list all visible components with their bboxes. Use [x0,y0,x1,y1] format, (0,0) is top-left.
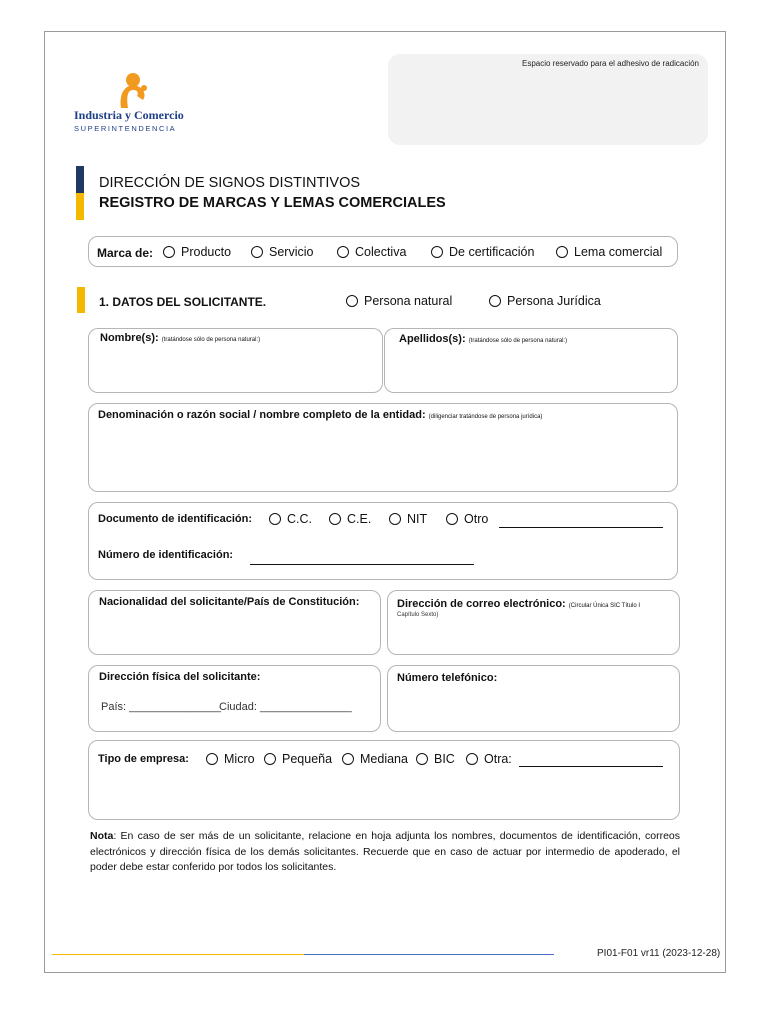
empresa-option-micro[interactable] [206,752,255,766]
apellidos-label-text: Apellidos(s): [399,333,466,345]
option-label: Producto [181,245,232,259]
section-accent [77,287,85,313]
option-label: BIC [434,752,455,766]
option-label: Otra: [484,752,512,766]
option-label: Lema comercial [574,245,663,259]
note-text: : En caso de ser más de un solicitante, relacione en hoja adjunta los nombres, documentos de identificación, correos electrónicos y dirección física de los demás solicitantes. Recuerde que en caso de actuar por intermedio de apoderado, el poder debe estar conferido por todos los solicitantes. [90,830,680,873]
note-paragraph [90,829,680,876]
option-persona-natural[interactable] [346,294,452,308]
razon-social-label-text: Denominación o razón social / nombre completo de la entidad: [98,409,426,421]
radio-icon [251,246,263,258]
option-label: Colectiva [355,245,407,259]
marca-label: Marca de: [97,246,154,260]
radio-icon [446,513,458,525]
logo-name: Industria y Comercio [74,108,184,122]
option-label: Persona natural [364,294,453,308]
department-title: DIRECCIÓN DE SIGNOS DISTINTIVOS [99,175,361,191]
footer-line-yellow [52,954,304,955]
sticker-text: Espacio reservado para el adhesivo de radicación [522,59,699,68]
correo-label [397,598,640,610]
option-label: De certificación [449,245,535,259]
direccion-box [88,665,381,732]
sticker-area [388,54,708,145]
radio-icon [489,295,501,307]
razon-social-label [98,409,542,421]
radio-icon [416,753,428,765]
nombres-note: (tratándose sólo de persona natural:) [161,337,261,343]
logo-subtitle: SUPERINTENDENCIA [74,124,177,133]
title-accent-blue [76,166,84,193]
option-label: C.C. [287,512,312,526]
option-label: Pequeña [282,752,333,766]
footer-code: PI01-F01 vr11 (2023-12-28) [597,948,721,959]
radio-icon [556,246,568,258]
apellidos-note: (tratándose sólo de persona natural:) [468,338,568,344]
apellidos-field[interactable] [384,328,678,393]
radio-icon [264,753,276,765]
nombres-field[interactable] [88,328,383,393]
radio-icon [163,246,175,258]
radio-icon [329,513,341,525]
empresa-option-otra[interactable] [466,752,512,766]
option-label: C.E. [347,512,372,526]
radio-icon [337,246,349,258]
documento-option-cc[interactable] [269,512,312,526]
empresa-option-pequena[interactable] [264,752,332,766]
telefono-label: Número telefónico: [397,672,498,684]
nacionalidad-field[interactable] [88,590,381,655]
nombres-label [100,332,260,344]
documento-option-nit[interactable] [389,512,427,526]
ciudad-field[interactable]: Ciudad: _______________ [219,701,352,713]
radio-icon [346,295,358,307]
razon-social-field[interactable] [88,403,678,492]
title-accent-yellow [76,193,84,220]
empresa-otra-line[interactable] [519,766,663,767]
apellidos-label [399,333,567,345]
marca-option-servicio[interactable] [251,245,313,259]
documento-box [88,502,678,580]
nacionalidad-label: Nacionalidad del solicitante/País de Constitución: [99,596,360,608]
option-label: Otro [464,512,489,526]
numero-line[interactable] [250,564,474,565]
note-bold: Nota [90,830,114,842]
documento-otro-line[interactable] [499,527,663,528]
numero-label: Número de identificación: [98,549,234,561]
documento-option-ce[interactable] [329,512,371,526]
marca-option-certificacion[interactable] [431,245,534,259]
documento-label: Documento de identificación: [98,513,253,525]
razon-social-note: (diligenciar tratándose de persona jurídica) [428,414,543,420]
option-label: Servicio [269,245,314,259]
empresa-option-bic[interactable] [416,752,455,766]
correo-label-text: Dirección de correo electrónico: [397,598,566,610]
direccion-label: Dirección física del solicitante: [99,671,261,683]
radio-icon [269,513,281,525]
documento-option-otro[interactable] [446,512,488,526]
radio-icon [389,513,401,525]
radio-icon [342,753,354,765]
radio-icon [206,753,218,765]
footer-line-blue [304,954,554,955]
form-title: REGISTRO DE MARCAS Y LEMAS COMERCIALES [99,195,446,211]
sic-logo [74,72,204,134]
tipo-empresa-label: Tipo de empresa: [98,753,189,765]
telefono-field[interactable] [387,665,680,732]
radio-icon [431,246,443,258]
marca-option-lema[interactable] [556,245,662,259]
marca-box [88,236,678,267]
correo-note-2: Capítulo Sexto) [397,612,439,618]
sic-logo-icon [113,72,153,112]
tipo-empresa-box [88,740,680,820]
option-persona-juridica[interactable] [489,294,601,308]
marca-option-colectiva[interactable] [337,245,406,259]
section-title: 1. DATOS DEL SOLICITANTE. [99,295,267,309]
option-label: Mediana [360,752,408,766]
nombres-label-text: Nombre(s): [100,332,159,344]
empresa-option-mediana[interactable] [342,752,408,766]
option-label: Persona Jurídica [507,294,601,308]
correo-field[interactable] [387,590,680,655]
option-label: NIT [407,512,428,526]
marca-option-producto[interactable] [163,245,231,259]
correo-note-1: (Circular Única SIC Título I [568,603,641,609]
pais-field[interactable]: País: _______________ [101,701,221,713]
radio-icon [466,753,478,765]
option-label: Micro [224,752,255,766]
